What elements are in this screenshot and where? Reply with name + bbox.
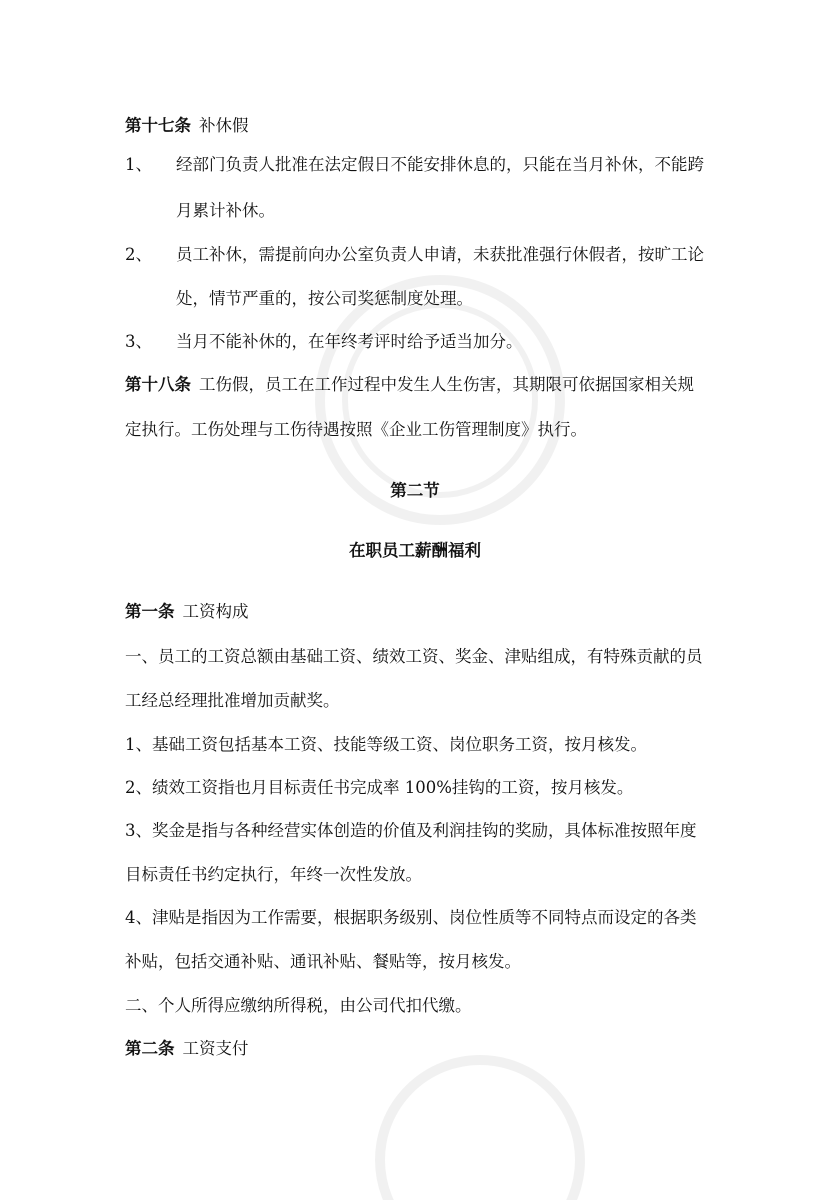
paragraph-text: 一、员工的工资总额由基础工资、绩效工资、奖金、津贴组成，有特殊贡献的员 xyxy=(125,647,703,666)
article18-text: 工伤假，员工在工作过程中发生人生伤害，其期限可依据国家相关规 xyxy=(199,375,694,394)
article18-heading: 第十八条 xyxy=(125,375,191,394)
paragraph-text: 4、津贴是指因为工作需要，根据职务级别、岗位性质等不同特点而设定的各类 xyxy=(125,908,697,927)
list-item-text: 员工补休，需提前向办公室负责人申请，未获批准强行休假者，按旷工论 xyxy=(176,245,704,264)
list-item-text: 经部门负责人批准在法定假日不能安排休息的，只能在当月补休，不能跨 xyxy=(176,155,704,174)
list-item-text: 处，情节严重的，按公司奖惩制度处理。 xyxy=(176,289,473,308)
paragraph-text: 二、个人所得应缴纳所得税，由公司代扣代缴。 xyxy=(125,996,472,1015)
list-item-text: 当月不能补休的，在年终考评时给予适当加分。 xyxy=(176,332,523,351)
article1-header xyxy=(125,600,249,624)
watermark-stamp-icon xyxy=(360,1040,600,1200)
paragraph-text: 3、奖金是指与各种经营实体创造的价值及利润挂钩的奖励，具体标准按照年度 xyxy=(125,821,697,840)
article18-text: 定执行。工伤处理与工伤待遇按照《企业工伤管理制度》执行。 xyxy=(125,420,587,439)
article1-title: 工资构成 xyxy=(182,602,249,621)
article2-header xyxy=(125,1037,249,1061)
article17-heading: 第十七条 xyxy=(125,116,191,135)
article17-header xyxy=(125,114,249,138)
list-item-number: 1、 xyxy=(125,155,152,174)
paragraph-text: 1、基础工资包括基本工资、技能等级工资、岗位职务工资，按月核发。 xyxy=(125,735,647,754)
article2-title: 工资支付 xyxy=(182,1039,249,1058)
section-title: 在职员工薪酬福利 xyxy=(349,541,481,560)
paragraph-text: 工经总经理批准增加贡献奖。 xyxy=(125,691,340,710)
list-item-number: 2、 xyxy=(125,245,152,264)
article18-paragraph xyxy=(125,373,694,397)
paragraph-text: 补贴，包括交通补贴、通讯补贴、餐贴等，按月核发。 xyxy=(125,952,521,971)
list-item-number: 3、 xyxy=(125,332,152,351)
article1-heading: 第一条 xyxy=(125,602,175,621)
paragraph-text: 目标责任书约定执行，年终一次性发放。 xyxy=(125,865,422,884)
article2-heading: 第二条 xyxy=(125,1039,175,1058)
section-number: 第二节 xyxy=(390,481,440,500)
paragraph-text: 2、绩效工资指也月目标责任书完成率 100%挂钩的工资，按月核发。 xyxy=(125,778,634,797)
article17-title: 补休假 xyxy=(199,116,249,135)
list-item-text: 月累计补休。 xyxy=(176,201,275,220)
